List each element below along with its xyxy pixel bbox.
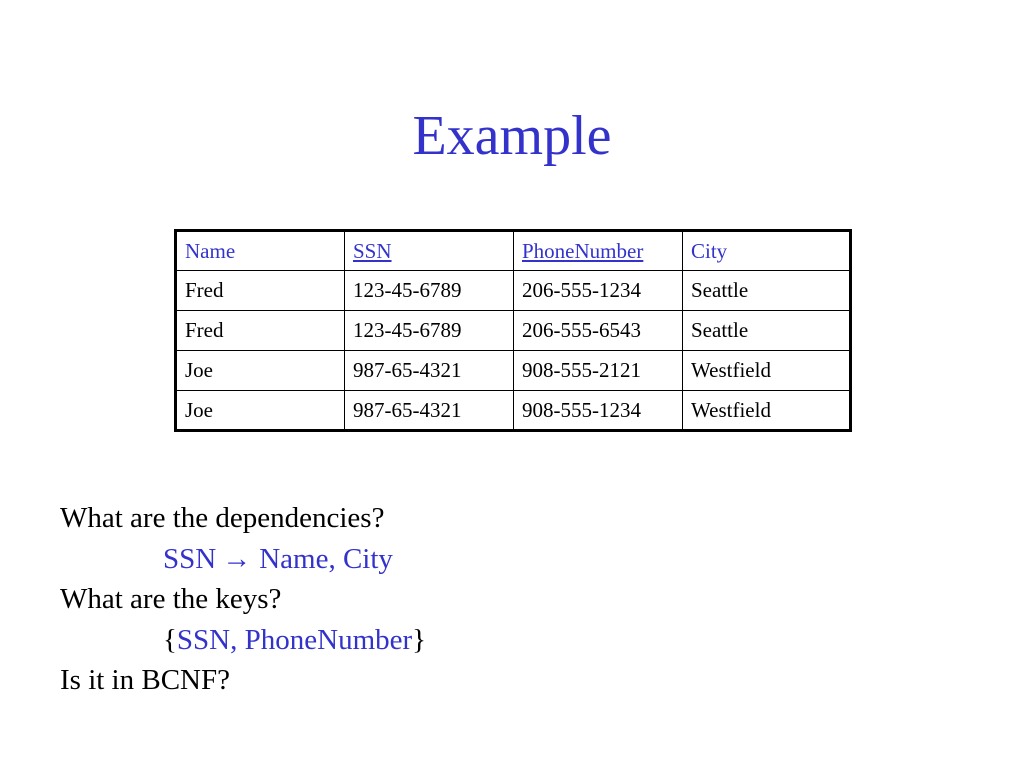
- table-row: [176, 271, 851, 311]
- table-cell-phone: 206-555-1234: [514, 271, 683, 311]
- dependency-lhs: SSN: [163, 542, 217, 575]
- table-cell-ssn: 123-45-6789: [345, 311, 514, 351]
- question-keys: What are the keys?: [60, 583, 282, 615]
- arrow-icon: →: [222, 542, 252, 575]
- table-cell-name: Joe: [176, 351, 345, 391]
- table-cell-city: Seattle: [683, 311, 851, 351]
- dependency-rhs: Name, City: [259, 542, 393, 575]
- table-cell-phone: 908-555-1234: [514, 391, 683, 431]
- table-row: [176, 351, 851, 391]
- table-cell-name: Joe: [176, 391, 345, 431]
- column-header-city: City: [683, 231, 851, 271]
- table-header-row: [176, 231, 851, 271]
- table-cell-ssn: 987-65-4321: [345, 391, 514, 431]
- answer-keys: [60, 620, 426, 661]
- table-cell-phone: 908-555-2121: [514, 351, 683, 391]
- table-cell-ssn: 123-45-6789: [345, 271, 514, 311]
- table-cell-city: Seattle: [683, 271, 851, 311]
- question-bcnf: Is it in BCNF?: [60, 664, 230, 696]
- relation-table: [174, 229, 852, 432]
- key-value: SSN, PhoneNumber: [176, 623, 413, 656]
- table-row: [176, 391, 851, 431]
- column-header-phonenumber: PhoneNumber: [514, 231, 683, 271]
- table-cell-name: Fred: [176, 271, 345, 311]
- questions-block: [60, 498, 426, 701]
- key-close-brace: }: [412, 623, 427, 656]
- column-header-name: Name: [176, 231, 345, 271]
- table-cell-city: Westfield: [683, 391, 851, 431]
- column-header-ssn: SSN: [345, 231, 514, 271]
- table-cell-name: Fred: [176, 311, 345, 351]
- table-cell-city: Westfield: [683, 351, 851, 391]
- table-row: [176, 311, 851, 351]
- table-cell-phone: 206-555-6543: [514, 311, 683, 351]
- table-cell-ssn: 987-65-4321: [345, 351, 514, 391]
- key-open-brace: {: [163, 623, 177, 656]
- answer-dependency: [60, 539, 426, 580]
- slide-title: Example: [412, 105, 612, 167]
- question-dependencies: What are the dependencies?: [60, 502, 385, 534]
